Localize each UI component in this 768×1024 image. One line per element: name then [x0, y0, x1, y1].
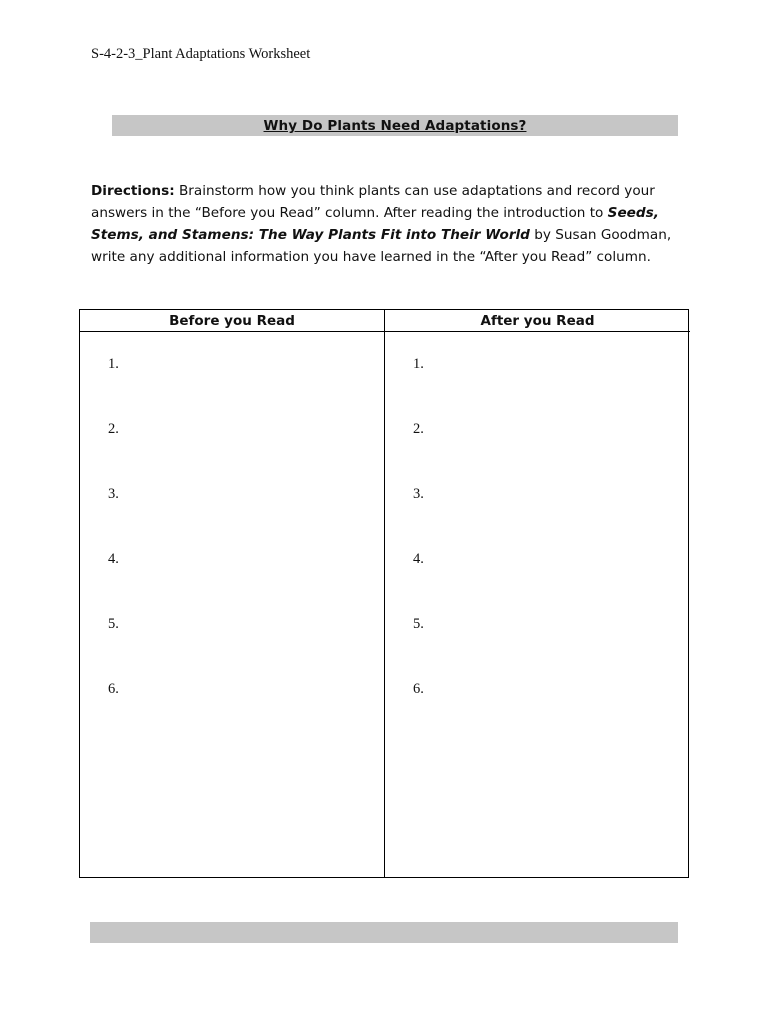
worksheet-title: Why Do Plants Need Adaptations? — [263, 118, 527, 134]
directions-label: Directions: — [91, 183, 175, 199]
after-item-4: 4. — [413, 551, 424, 567]
after-column-header: After you Read — [385, 310, 690, 332]
before-item-5: 5. — [108, 616, 119, 632]
directions-text-1: Brainstorm how you think plants can use adaptations and record your answers in the “Before you Read” column. After reading the introduction to — [91, 183, 655, 221]
before-item-4: 4. — [108, 551, 119, 567]
after-item-5: 5. — [413, 616, 424, 632]
after-item-1: 1. — [413, 356, 424, 372]
before-column — [80, 310, 385, 877]
footer-bar — [90, 922, 678, 943]
after-item-2: 2. — [413, 421, 424, 437]
after-item-6: 6. — [413, 681, 424, 697]
before-item-6: 6. — [108, 681, 119, 697]
before-item-1: 1. — [108, 356, 119, 372]
document-header: S-4-2-3_Plant Adaptations Worksheet — [91, 46, 311, 62]
before-item-3: 3. — [108, 486, 119, 502]
before-column-header: Before you Read — [80, 310, 384, 332]
directions-paragraph — [91, 180, 691, 268]
title-bar — [112, 115, 678, 136]
before-item-2: 2. — [108, 421, 119, 437]
brainstorm-table — [79, 309, 689, 878]
after-column — [385, 310, 690, 877]
directions-text-2: by Susan Goodman, write any additional information you have learned in the “After you Read” column. — [91, 227, 672, 265]
after-item-3: 3. — [413, 486, 424, 502]
book-title: Seeds, Stems, and Stamens: The Way Plants Fit into Their World — [91, 205, 659, 243]
